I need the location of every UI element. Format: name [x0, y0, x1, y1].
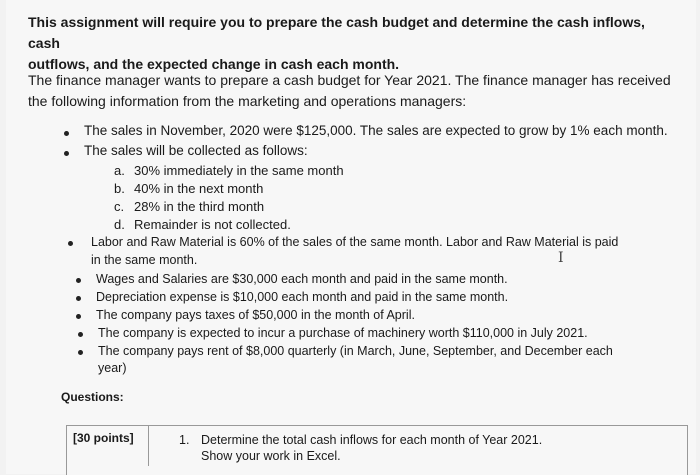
- bullet-dot: [76, 296, 81, 301]
- sub-item-d: Remainder is not collected.: [134, 217, 291, 232]
- bullet-dot: [78, 332, 83, 337]
- sub-item-d-label: d.: [114, 217, 125, 232]
- sub-item-b: 40% in the next month: [134, 181, 264, 196]
- bullet-dot: [64, 131, 69, 136]
- sub-item-c: 28% in the third month: [134, 199, 265, 214]
- bullet-dot: [78, 350, 83, 355]
- bullet-collection: The sales will be collected as follows:: [84, 143, 308, 158]
- bullet-sales-november: The sales in November, 2020 were $125,000. The sales are expected to grow by 1% each month.: [84, 123, 668, 138]
- questions-label: Questions:: [61, 390, 124, 404]
- intro-line-2: the following information from the marketing and operations managers:: [28, 93, 467, 109]
- sub-item-a: 30% immediately in the same month: [134, 163, 344, 178]
- question-1-number: 1.: [179, 433, 190, 447]
- sub-item-a-label: a.: [114, 163, 125, 178]
- bullet-dot: [76, 278, 81, 283]
- heading-line-2: outflows, and the expected change in cash each month.: [28, 56, 400, 72]
- question-points: [30 points]: [67, 426, 149, 466]
- bullet-machinery: The company is expected to incur a purchase of machinery worth $110,000 in July 2021.: [98, 326, 588, 340]
- bullet-labor-line-1: Labor and Raw Material is 60% of the sales of the same month. Labor and Raw Material is paid: [91, 235, 619, 249]
- assignment-page: [6, 0, 696, 474]
- question-1-line-2: Show your work in Excel.: [201, 449, 341, 463]
- bullet-dot: [76, 314, 81, 319]
- sub-item-c-label: c.: [114, 199, 125, 214]
- sub-item-b-label: b.: [114, 181, 125, 196]
- bullet-dot: [64, 151, 69, 156]
- bullet-taxes: The company pays taxes of $50,000 in the month of April.: [96, 308, 415, 322]
- bullet-rent-line-2: year): [98, 361, 127, 375]
- intro-line-1: The finance manager wants to prepare a cash budget for Year 2021. The finance manager has received: [28, 72, 671, 88]
- bullet-dot: [68, 241, 73, 246]
- bullet-labor-line-2: in the same month.: [91, 253, 198, 267]
- bullet-depreciation: Depreciation expense is $10,000 each month and paid in the same month.: [96, 290, 509, 304]
- question-1-line-1: Determine the total cash inflows for each month of Year 2021.: [201, 433, 543, 447]
- assignment-heading: [28, 12, 668, 75]
- bullet-wages: Wages and Salaries are $30,000 each month and paid in the same month.: [96, 272, 508, 286]
- intro-paragraph: [28, 70, 678, 112]
- text-cursor-icon: I: [558, 250, 564, 266]
- bullet-rent-line-1: The company pays rent of $8,000 quarterly (in March, June, September, and December each: [98, 344, 613, 358]
- heading-line-1: This assignment will require you to prepare the cash budget and determine the cash inflows, cash: [28, 14, 645, 51]
- question-table: [66, 425, 688, 475]
